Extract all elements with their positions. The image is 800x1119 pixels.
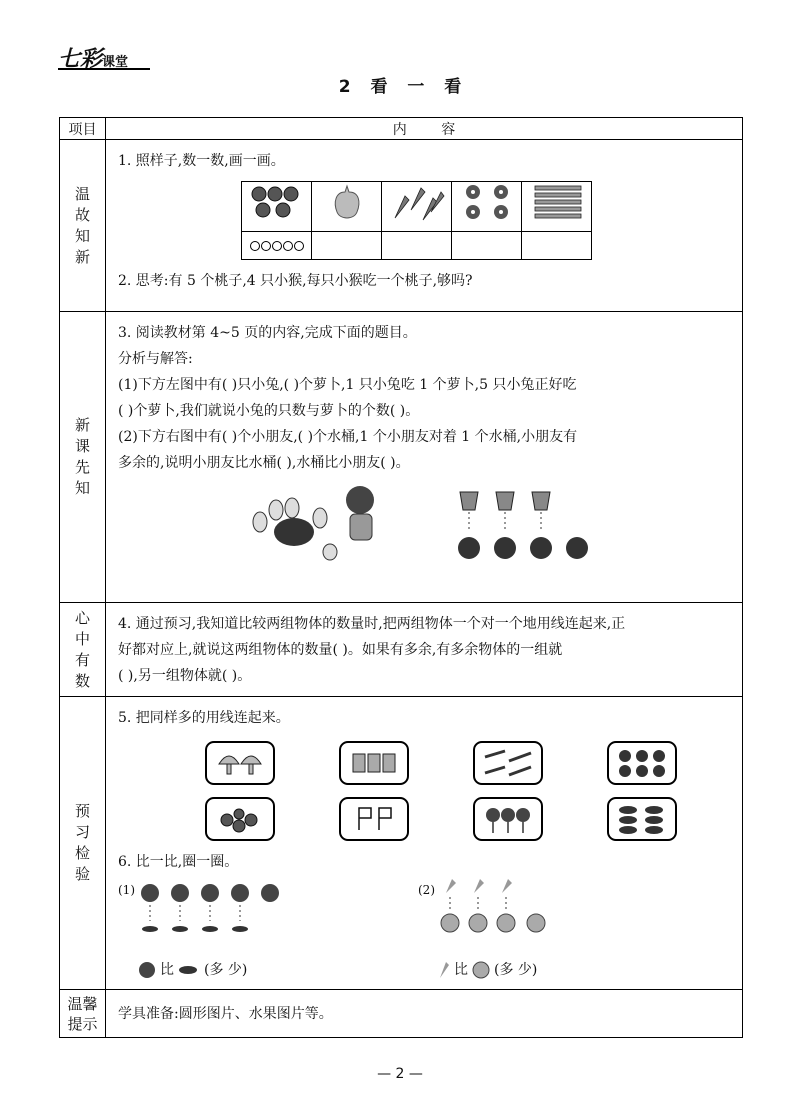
part-1-line-2: ( )个萝卜,我们就说小兔的只数与萝卜的个数( )。 xyxy=(118,403,420,419)
section-mind xyxy=(60,603,743,697)
answer-cell-flowers[interactable] xyxy=(452,232,522,260)
carrot-icons xyxy=(389,182,445,222)
compare-part-2 xyxy=(418,877,718,978)
children-buckets-illustration xyxy=(456,482,606,562)
flags-box[interactable] xyxy=(339,797,409,841)
carrots-rabbits-illustration xyxy=(438,877,568,945)
part-2-number: (2) xyxy=(418,883,435,897)
new-lesson-label: 新课先知 xyxy=(74,416,90,497)
rabbits-carrots-illustration xyxy=(246,482,396,562)
compare-1-choice[interactable]: (多 少) xyxy=(204,962,248,978)
squirrel-icons xyxy=(615,746,669,780)
compare-1-row xyxy=(138,957,247,983)
new-lesson-content xyxy=(106,312,743,603)
flower-icons xyxy=(459,182,515,222)
section-label xyxy=(60,603,106,697)
sample-circles xyxy=(242,241,311,251)
mushroom-icons xyxy=(215,748,265,778)
mushrooms-box[interactable] xyxy=(205,741,275,785)
fish-box[interactable] xyxy=(607,797,677,841)
question-6: 6. 比一比,圈一圈。 xyxy=(118,854,239,870)
review-content xyxy=(106,140,743,312)
pepper-cell xyxy=(312,182,382,232)
brand-small-text: 课堂 xyxy=(102,55,129,70)
squirrels-fish-illustration xyxy=(138,879,288,947)
carrots-cell xyxy=(382,182,452,232)
part-2-line-2: 多余的,说明小朋友比水桶( ),水桶比小朋友( )。 xyxy=(118,455,410,471)
mind-content xyxy=(106,603,743,697)
cups-box[interactable] xyxy=(339,741,409,785)
question-1: 1. 照样子,数一数,画一画。 xyxy=(118,153,285,169)
part-1-line-1: (1)下方左图中有( )只小兔,( )个萝卜,1 只小兔吃 1 个萝卜,5 只小兔正好吃 xyxy=(118,377,577,393)
answer-cell-pencils[interactable] xyxy=(522,232,592,260)
compare-2-choice[interactable]: (多 少) xyxy=(494,962,538,978)
tomato-icons xyxy=(249,184,305,220)
answer-cell-pepper[interactable] xyxy=(312,232,382,260)
sunflower-icons xyxy=(481,803,535,835)
flowers-cell xyxy=(452,182,522,232)
question-2: 2. 思考:有 5 个桃子,4 只小猴,每只小猴吃一个桃子,够吗? xyxy=(118,273,473,289)
question-4-line-2: 好都对应上,就说这两组物体的数量( )。如果有多余,有多余物体的一组就 xyxy=(118,642,563,658)
answer-cell-carrots[interactable] xyxy=(382,232,452,260)
pepper-icon xyxy=(327,182,367,222)
pencil-icons xyxy=(529,182,585,222)
tip-text: 学具准备:圆形图片、水果图片等。 xyxy=(118,1005,333,1022)
fish-icons xyxy=(615,802,669,836)
squirrels-box[interactable] xyxy=(607,741,677,785)
cherry-icons xyxy=(215,802,265,836)
section-new-lesson xyxy=(60,312,743,603)
mind-label: 心中有数 xyxy=(74,608,90,690)
rabbit-icon xyxy=(472,961,490,979)
tomatoes-cell xyxy=(242,182,312,232)
section-review xyxy=(60,140,743,312)
table-header-row xyxy=(60,118,743,140)
check-label: 预习检验 xyxy=(74,802,90,883)
page-title: 2 看 一 看 xyxy=(338,77,462,97)
fish-icon xyxy=(178,964,200,976)
col-content-header: 内 容 xyxy=(106,118,743,140)
col-item-header: 项目 xyxy=(60,118,106,140)
counting-table xyxy=(241,181,592,260)
review-label: 温故知新 xyxy=(74,184,90,266)
check-content xyxy=(106,697,743,990)
section-label xyxy=(60,990,106,1038)
page-number: — 2 — xyxy=(377,1066,423,1082)
brand-underline xyxy=(58,68,150,70)
compare-2-word: 比 xyxy=(454,962,468,978)
tip-label: 温馨提示 xyxy=(67,994,98,1033)
tip-content xyxy=(106,990,743,1038)
question-4-line-3: ( ),另一组物体就( )。 xyxy=(118,668,252,684)
section-check xyxy=(60,697,743,990)
sunflowers-box[interactable] xyxy=(473,797,543,841)
match-bottom-row xyxy=(205,797,677,841)
section-label xyxy=(60,140,106,312)
part-1-number: (1) xyxy=(118,883,135,897)
section-tip xyxy=(60,990,743,1038)
question-4-line-1: 4. 通过预习,我知道比较两组物体的数量时,把两组物体一个对一个地用线连起来,正 xyxy=(118,616,626,632)
question-5: 5. 把同样多的用线连起来。 xyxy=(118,710,290,726)
brand-text: 七彩 xyxy=(58,47,103,72)
flag-icons xyxy=(349,804,399,834)
cherries-box[interactable] xyxy=(205,797,275,841)
match-top-row xyxy=(205,741,677,785)
squirrel-icon xyxy=(138,961,156,979)
section-label xyxy=(60,312,106,603)
analysis-label: 分析与解答: xyxy=(118,351,193,367)
pencils-box[interactable] xyxy=(473,741,543,785)
compare-2-row xyxy=(438,957,537,983)
question-3: 3. 阅读教材第 4~5 页的内容,完成下面的题目。 xyxy=(118,325,417,341)
section-label xyxy=(60,697,106,990)
cup-icons xyxy=(349,748,399,778)
pencil-icons xyxy=(481,747,535,779)
part-2-line-1: (2)下方右图中有( )个小朋友,( )个水桶,1 个小朋友对着 1 个水桶,小朋友有 xyxy=(118,429,578,445)
sample-answer-cell xyxy=(242,232,312,260)
lesson-table xyxy=(59,117,743,1038)
pencils-cell xyxy=(522,182,592,232)
carrot-icon xyxy=(438,961,450,979)
compare-part-1 xyxy=(118,877,418,978)
compare-1-word: 比 xyxy=(160,962,174,978)
